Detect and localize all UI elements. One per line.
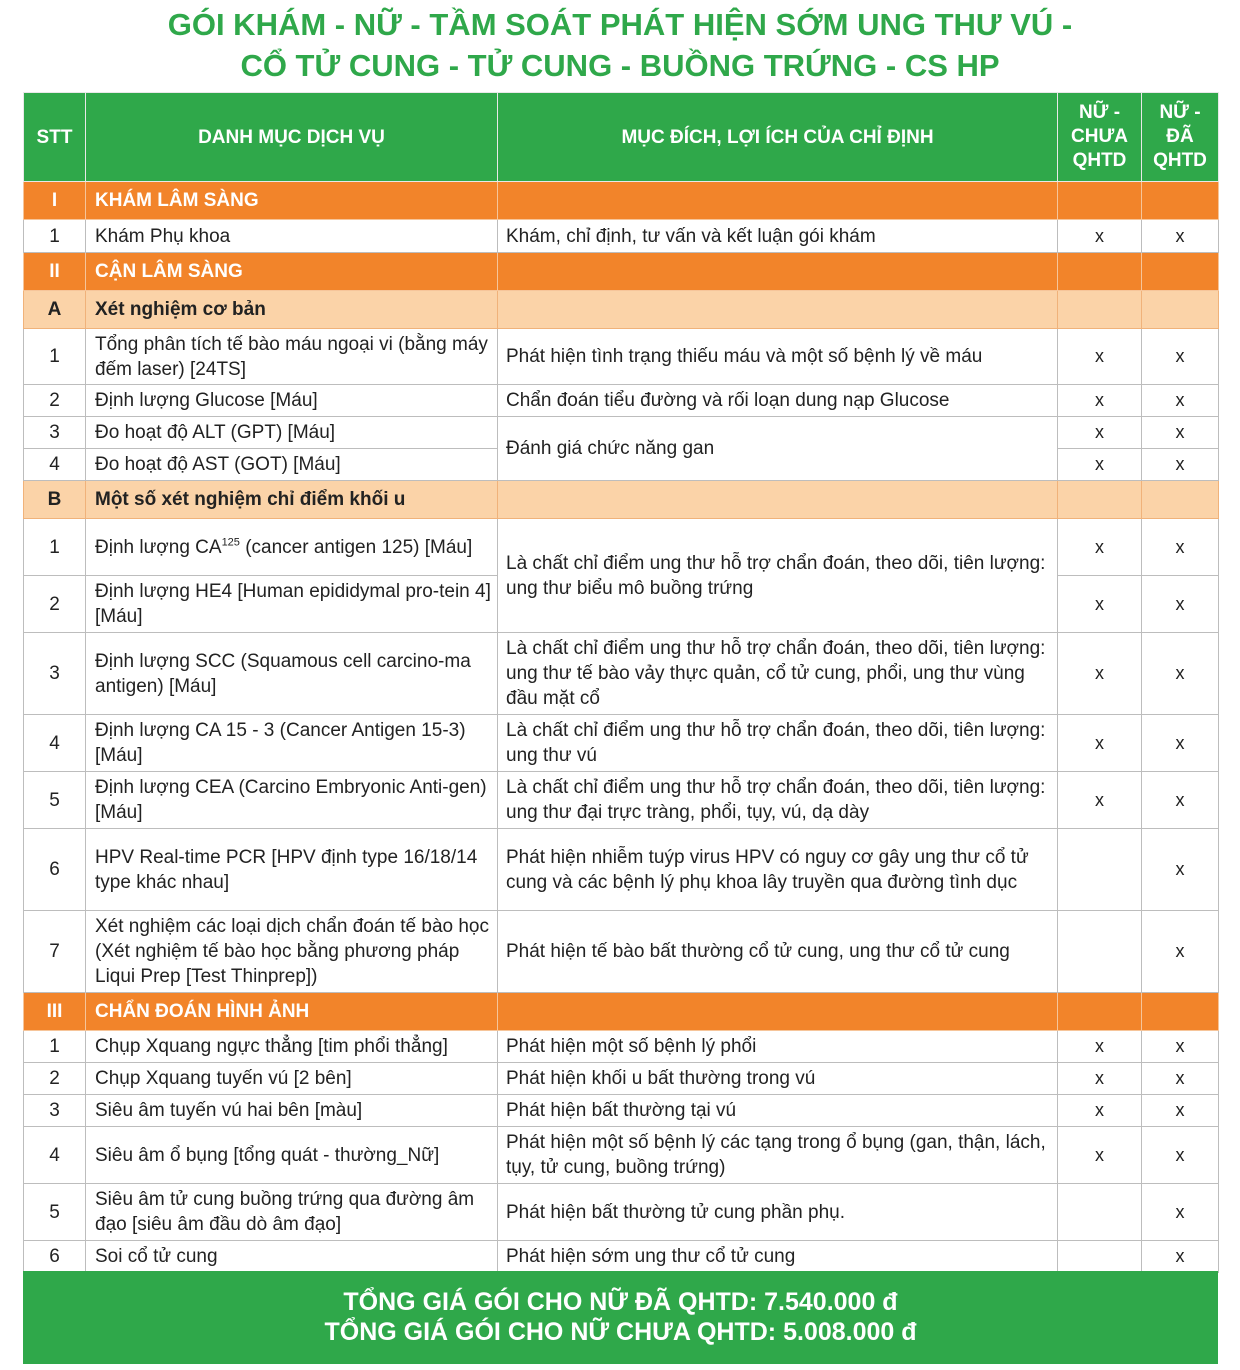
row-stt: 4 [24, 715, 86, 772]
row-mark-b: x [1142, 576, 1219, 633]
row-service-post: (cancer antigen 125) [Máu] [239, 536, 473, 558]
row-stt: 5 [24, 772, 86, 829]
header-female-sex-l2: ĐÃ [1166, 126, 1194, 147]
row-mark-a: x [1058, 329, 1142, 385]
row-stt: 4 [24, 1127, 86, 1184]
row-purpose: Chẩn đoán tiểu đường và rối loạn dung nạp Glucose [498, 385, 1058, 417]
row-service: Tổng phân tích tế bào máu ngoại vi (bằng máy đếm laser) [24TS] [86, 329, 498, 385]
section-empty [498, 253, 1058, 291]
row-mark-a: x [1058, 220, 1142, 253]
table-header-row [24, 93, 1219, 182]
section-empty [1058, 182, 1142, 220]
table-row [24, 1095, 1219, 1127]
header-female-sex [1142, 93, 1219, 182]
subsection-label: Một số xét nghiệm chỉ điểm khối u [86, 481, 498, 519]
section-label: CHẨN ĐOÁN HÌNH ẢNH [86, 993, 498, 1031]
row-mark-a [1058, 911, 1142, 993]
row-stt: 3 [24, 633, 86, 715]
row-service: Chụp Xquang tuyến vú [2 bên] [86, 1063, 498, 1095]
row-stt: 1 [24, 519, 86, 576]
row-service: Định lượng HE4 [Human epididymal pro-tein 4] [Máu] [86, 576, 498, 633]
header-purpose: MỤC ĐÍCH, LỢI ÍCH CỦA CHỈ ĐỊNH [498, 93, 1058, 182]
row-mark-a: x [1058, 449, 1142, 481]
table-row [24, 1031, 1219, 1063]
row-mark-b: x [1142, 829, 1219, 911]
price-without-qhtd: TỔNG GIÁ GÓI CHO NỮ CHƯA QHTD: 5.008.000 đ [324, 1318, 917, 1346]
row-mark-b: x [1142, 1127, 1219, 1184]
title-line-2: CỔ TỬ CUNG - TỬ CUNG - BUỒNG TRỨNG - CS HP [240, 48, 1000, 83]
row-mark-b: x [1142, 1241, 1219, 1273]
row-mark-b: x [1142, 1031, 1219, 1063]
row-stt: 2 [24, 385, 86, 417]
table-row [24, 1241, 1219, 1273]
row-service: Siêu âm tử cung buồng trứng qua đường âm đạo [siêu âm đầu dò âm đạo] [86, 1184, 498, 1241]
row-mark-b: x [1142, 1063, 1219, 1095]
subsection-row-tumor-markers [24, 481, 1219, 519]
row-stt: 3 [24, 417, 86, 449]
page-title [0, 4, 1240, 86]
table-row [24, 715, 1219, 772]
table-row [24, 911, 1219, 993]
row-service-sup: 125 [221, 536, 240, 549]
row-purpose: Đánh giá chức năng gan [498, 417, 1058, 481]
row-mark-b: x [1142, 1184, 1219, 1241]
header-stt: STT [24, 93, 86, 182]
row-mark-b: x [1142, 1095, 1219, 1127]
row-stt: 5 [24, 1184, 86, 1241]
header-service: DANH MỤC DỊCH VỤ [86, 93, 498, 182]
row-service: Đo hoạt độ AST (GOT) [Máu] [86, 449, 498, 481]
row-purpose: Là chất chỉ điểm ung thư hỗ trợ chẩn đoán, theo dõi, tiên lượng: ung thư đại trực tràng, phổi, tụy, vú, dạ dày [498, 772, 1058, 829]
row-service: Siêu âm tuyến vú hai bên [màu] [86, 1095, 498, 1127]
row-mark-b: x [1142, 519, 1219, 576]
row-mark-b: x [1142, 329, 1219, 385]
row-purpose: Phát hiện tế bào bất thường cổ tử cung, ung thư cổ tử cung [498, 911, 1058, 993]
subsection-num: A [24, 291, 86, 329]
section-row-paraclinical [24, 253, 1219, 291]
row-service: Định lượng CEA (Carcino Embryonic Anti-gen) [Máu] [86, 772, 498, 829]
section-label: KHÁM LÂM SÀNG [86, 182, 498, 220]
row-service: Chụp Xquang ngực thẳng [tim phổi thẳng] [86, 1031, 498, 1063]
title-line-1: GÓI KHÁM - NỮ - TẦM SOÁT PHÁT HIỆN SỚM UNG THƯ VÚ - [167, 7, 1073, 42]
subsection-empty [498, 481, 1058, 519]
section-label: CẬN LÂM SÀNG [86, 253, 498, 291]
section-empty [498, 182, 1058, 220]
row-mark-a: x [1058, 417, 1142, 449]
row-mark-a: x [1058, 633, 1142, 715]
section-empty [1142, 182, 1219, 220]
row-stt: 2 [24, 576, 86, 633]
table-row [24, 417, 1219, 449]
row-mark-a: x [1058, 1063, 1142, 1095]
subsection-empty [1142, 481, 1219, 519]
row-mark-a: x [1058, 1095, 1142, 1127]
section-row-imaging [24, 993, 1219, 1031]
section-empty [1058, 253, 1142, 291]
section-empty [1058, 993, 1142, 1031]
row-mark-a: x [1058, 715, 1142, 772]
row-purpose: Phát hiện một số bệnh lý các tạng trong ổ bụng (gan, thận, lách, tụy, tử cung, buồng trứng) [498, 1127, 1058, 1184]
row-mark-b: x [1142, 772, 1219, 829]
row-service: Xét nghiệm các loại dịch chẩn đoán tế bào học (Xét nghiệm tế bào học bằng phương pháp Liqui Prep [Test Thinprep]) [86, 911, 498, 993]
subsection-label: Xét nghiệm cơ bản [86, 291, 498, 329]
row-mark-a [1058, 1184, 1142, 1241]
subsection-empty [498, 291, 1058, 329]
table-row [24, 829, 1219, 911]
section-empty [498, 993, 1058, 1031]
row-mark-a: x [1058, 576, 1142, 633]
subsection-empty [1058, 481, 1142, 519]
section-num: I [24, 182, 86, 220]
row-purpose: Phát hiện tình trạng thiếu máu và một số bệnh lý về máu [498, 329, 1058, 385]
row-mark-a: x [1058, 1031, 1142, 1063]
table-row [24, 772, 1219, 829]
row-stt: 3 [24, 1095, 86, 1127]
header-female-no-sex [1058, 93, 1142, 182]
header-female-sex-l1: NỮ - [1159, 102, 1201, 123]
section-empty [1142, 993, 1219, 1031]
table-row [24, 1127, 1219, 1184]
row-stt: 1 [24, 329, 86, 385]
row-stt: 7 [24, 911, 86, 993]
row-mark-a: x [1058, 385, 1142, 417]
row-service: HPV Real-time PCR [HPV định type 16/18/14 type khác nhau] [86, 829, 498, 911]
row-mark-b: x [1142, 715, 1219, 772]
row-purpose: Là chất chỉ điểm ung thư hỗ trợ chẩn đoán, theo dõi, tiên lượng: ung thư biểu mô buồng trứng [498, 519, 1058, 633]
row-stt: 1 [24, 1031, 86, 1063]
row-mark-b: x [1142, 911, 1219, 993]
table-row [24, 329, 1219, 385]
row-service: Định lượng Glucose [Máu] [86, 385, 498, 417]
row-mark-a: x [1058, 1127, 1142, 1184]
row-purpose: Là chất chỉ điểm ung thư hỗ trợ chẩn đoán, theo dõi, tiên lượng: ung thư vú [498, 715, 1058, 772]
subsection-empty [1058, 291, 1142, 329]
row-stt: 6 [24, 1241, 86, 1273]
row-mark-a [1058, 1241, 1142, 1273]
row-mark-a: x [1058, 772, 1142, 829]
header-female-no-sex-l2: CHƯA [1071, 126, 1128, 147]
row-purpose: Phát hiện khối u bất thường trong vú [498, 1063, 1058, 1095]
price-with-qhtd: TỔNG GIÁ GÓI CHO NỮ ĐÃ QHTD: 7.540.000 đ [343, 1288, 898, 1316]
price-summary-banner [23, 1271, 1218, 1364]
table-row [24, 1063, 1219, 1095]
row-stt: 4 [24, 449, 86, 481]
row-mark-b: x [1142, 385, 1219, 417]
row-stt: 1 [24, 220, 86, 253]
row-service: Khám Phụ khoa [86, 220, 498, 253]
row-purpose: Phát hiện bất thường tử cung phần phụ. [498, 1184, 1058, 1241]
row-service [86, 519, 498, 576]
row-service: Định lượng CA 15 - 3 (Cancer Antigen 15-3) [Máu] [86, 715, 498, 772]
row-purpose: Phát hiện nhiễm tuýp virus HPV có nguy cơ gây ung thư cổ tử cung và các bệnh lý phụ khoa lây truyền qua đường tình dục [498, 829, 1058, 911]
header-female-no-sex-l1: NỮ - [1078, 102, 1121, 123]
table-row [24, 220, 1219, 253]
row-stt: 6 [24, 829, 86, 911]
row-mark-b: x [1142, 449, 1219, 481]
table-row [24, 519, 1219, 576]
row-mark-a [1058, 829, 1142, 911]
header-female-sex-l3: QHTD [1153, 150, 1207, 171]
row-service-pre: Định lượng CA [95, 536, 222, 558]
table-row [24, 385, 1219, 417]
section-empty [1142, 253, 1219, 291]
section-num: III [24, 993, 86, 1031]
header-female-no-sex-l3: QHTD [1072, 150, 1127, 171]
row-service: Soi cổ tử cung [86, 1241, 498, 1273]
row-stt: 2 [24, 1063, 86, 1095]
services-table-wrap [23, 92, 1218, 1273]
table-row [24, 633, 1219, 715]
table-row [24, 1184, 1219, 1241]
row-purpose: Là chất chỉ điểm ung thư hỗ trợ chẩn đoán, theo dõi, tiên lượng: ung thư tế bào vảy thực quản, cổ tử cung, phổi, ung thư vùng đầu mặt cổ [498, 633, 1058, 715]
row-mark-b: x [1142, 417, 1219, 449]
subsection-empty [1142, 291, 1219, 329]
row-service: Định lượng SCC (Squamous cell carcino-ma antigen) [Máu] [86, 633, 498, 715]
row-mark-a: x [1058, 519, 1142, 576]
services-table [23, 92, 1219, 1273]
row-mark-b: x [1142, 220, 1219, 253]
row-mark-b: x [1142, 633, 1219, 715]
subsection-num: B [24, 481, 86, 519]
row-purpose: Phát hiện một số bệnh lý phổi [498, 1031, 1058, 1063]
row-purpose: Khám, chỉ định, tư vấn và kết luận gói khám [498, 220, 1058, 253]
section-row-clinical [24, 182, 1219, 220]
row-purpose: Phát hiện sớm ung thư cổ tử cung [498, 1241, 1058, 1273]
section-num: II [24, 253, 86, 291]
subsection-row-basic-tests [24, 291, 1219, 329]
row-service: Siêu âm ổ bụng [tổng quát - thường_Nữ] [86, 1127, 498, 1184]
row-purpose: Phát hiện bất thường tại vú [498, 1095, 1058, 1127]
row-service: Đo hoạt độ ALT (GPT) [Máu] [86, 417, 498, 449]
